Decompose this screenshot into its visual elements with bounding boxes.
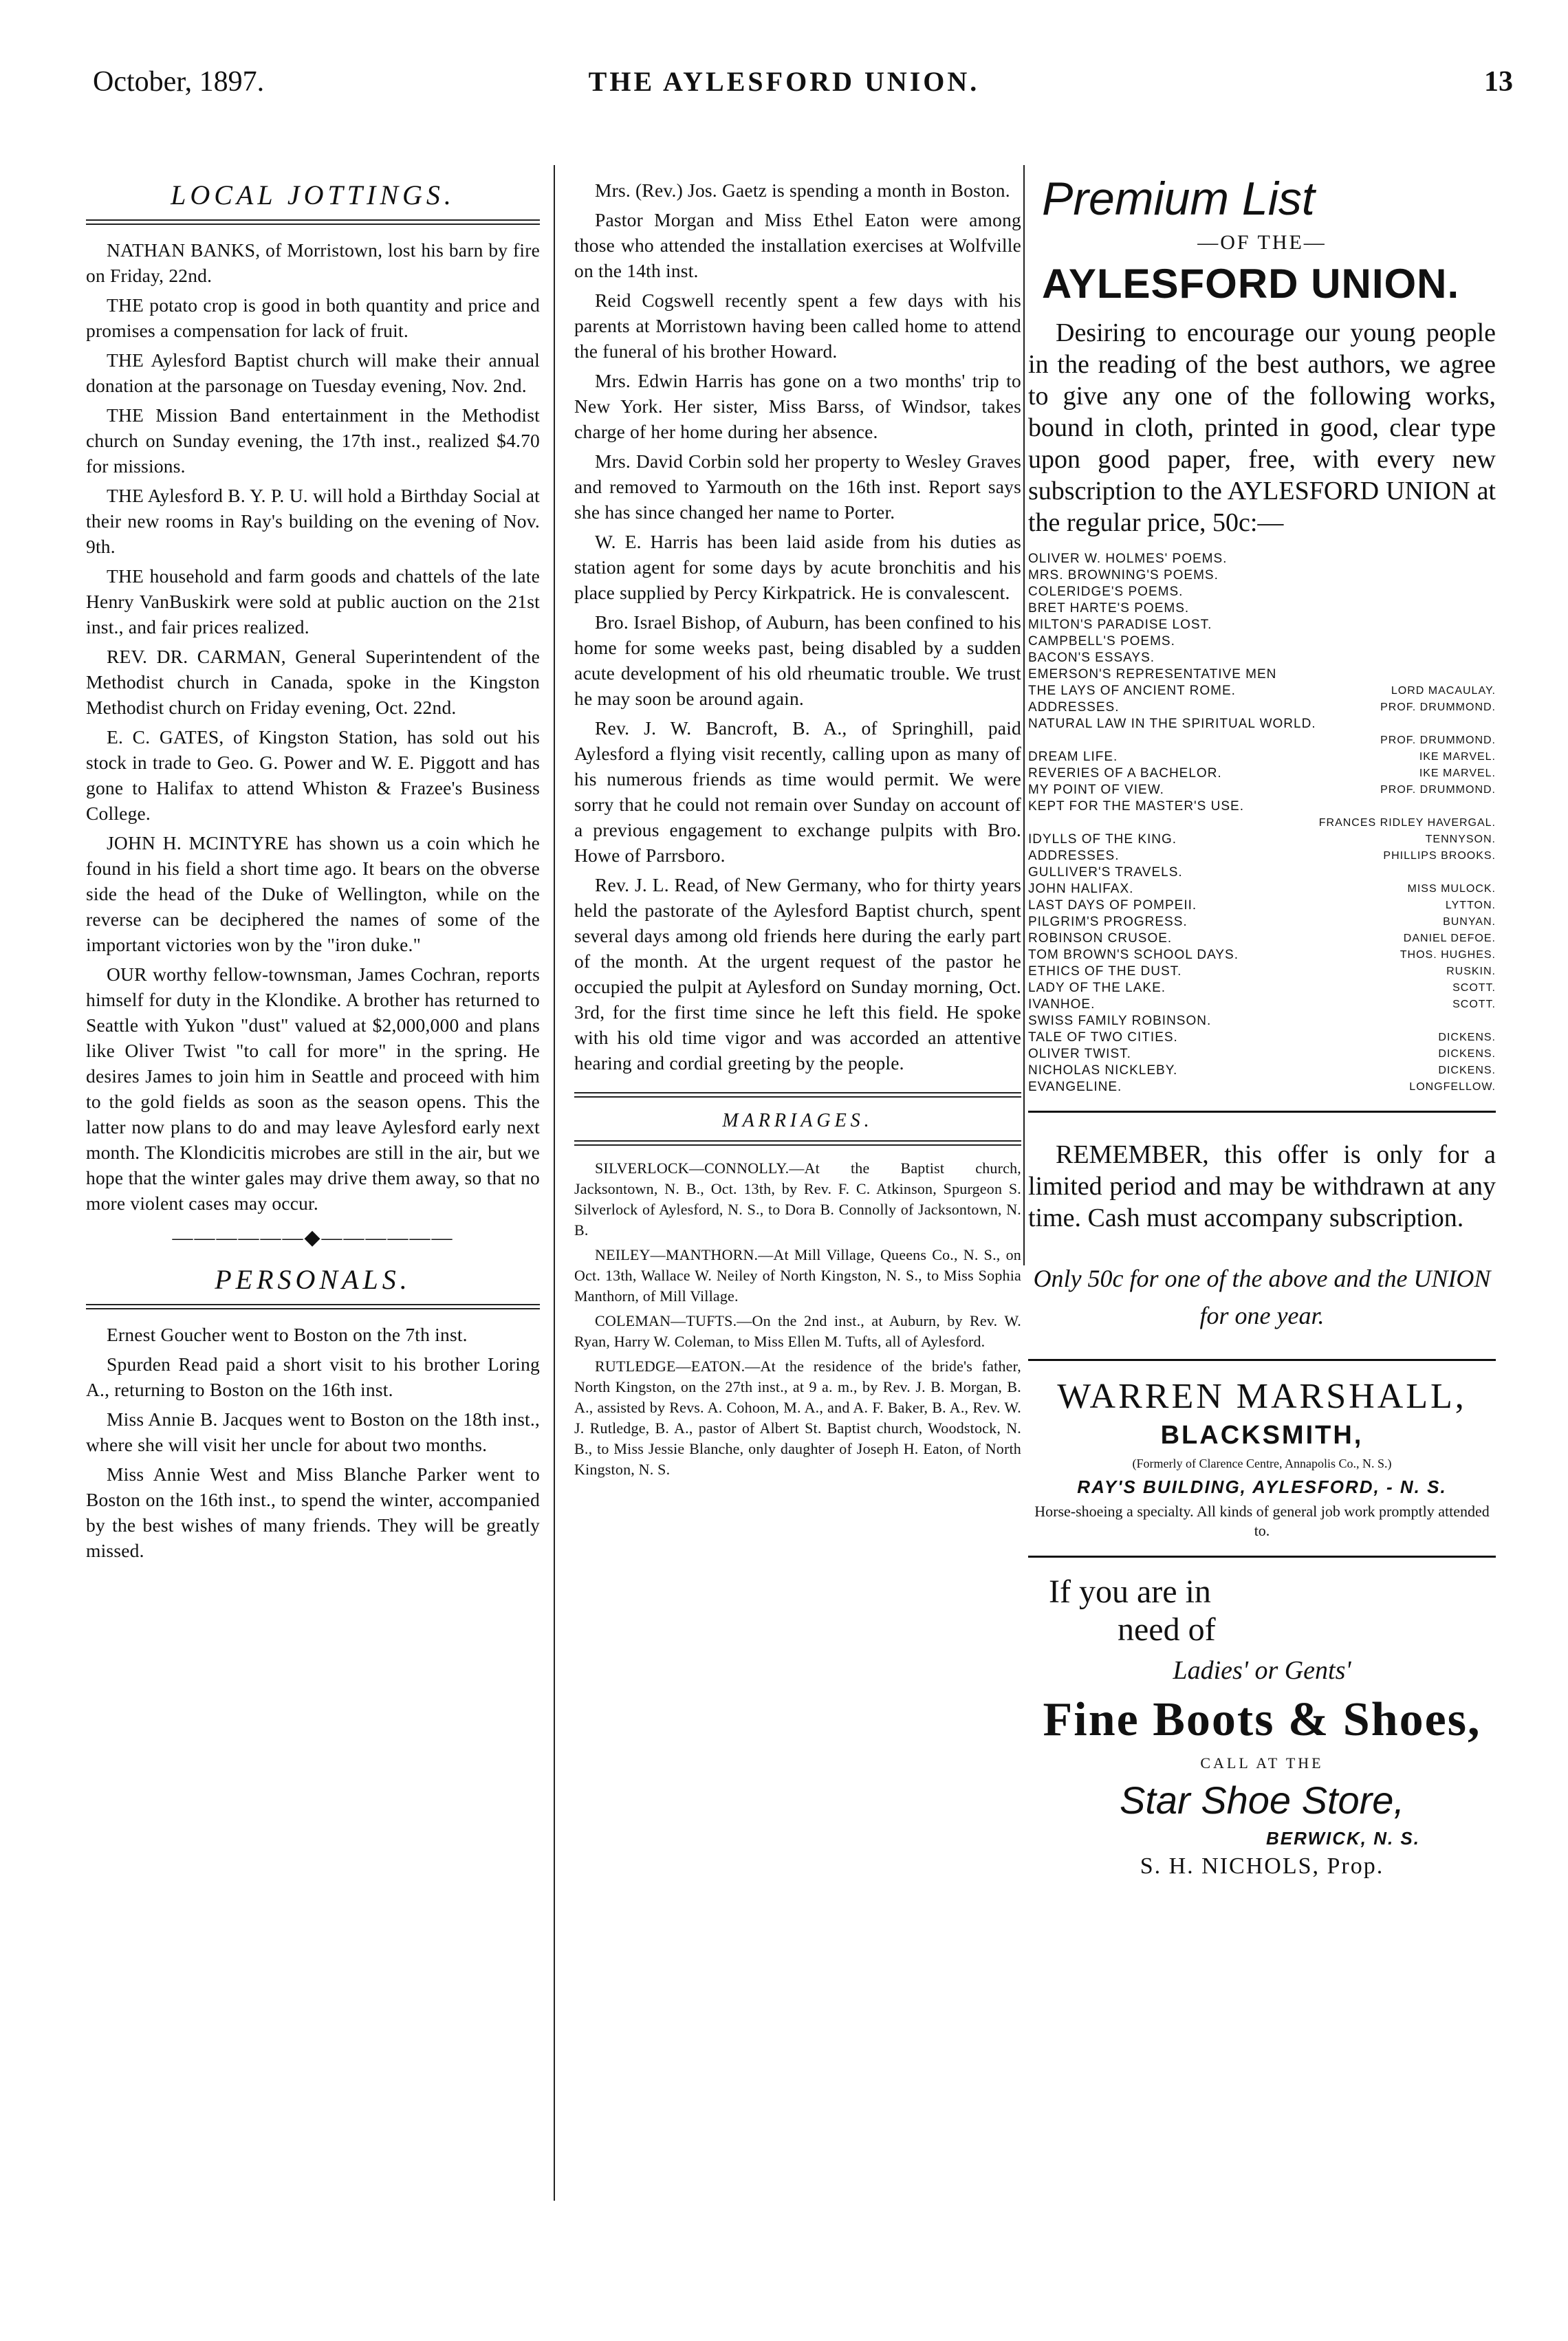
book-author: TENNYSON.	[1425, 834, 1496, 845]
page-number: 13	[1484, 66, 1513, 98]
book-list-item	[1028, 650, 1496, 666]
book-author: LONGFELLOW.	[1409, 1081, 1496, 1093]
divider	[1028, 1556, 1496, 1558]
news-item: Mrs. (Rev.) Jos. Gaetz is spending a month in Boston.	[595, 179, 1010, 201]
heading-rule	[86, 219, 540, 225]
book-list-item	[1028, 584, 1496, 600]
book-list-item	[1028, 1013, 1496, 1030]
book-author: LORD MACAULAY.	[1391, 685, 1496, 697]
news-item: Rev. J. W. Bancroft, B. A., of Springhill, paid Aylesford a flying visit recently, calling upon as many of his numerous friends as time would permit. We were sorry that he could not remain over Sunday on account of a previous engagement to exchange pulpits with Bro. Howe of Parrsboro.	[574, 717, 1021, 866]
book-author: MISS MULOCK.	[1407, 883, 1496, 895]
news-item: W. E. Harris has been laid aside from his duties as station agent for some days by acute bronchitis and his place supplied by Percy Kirkpatrick. He is convalescent.	[574, 531, 1021, 603]
divider	[1028, 1359, 1496, 1361]
book-list-item	[1028, 1079, 1496, 1096]
remember-notice: REMEMBER, this offer is only for a limited period and may be withdrawn at any time. Cash must accompany subscription.	[1028, 1140, 1496, 1232]
book-title: BRET HARTE'S POEMS.	[1028, 601, 1190, 616]
divider	[1028, 1111, 1496, 1113]
column-rule-right	[1023, 165, 1025, 1265]
of-the-subtitle: —OF THE—	[1197, 231, 1327, 254]
book-title: KEPT FOR THE MASTER'S USE.	[1028, 799, 1244, 814]
shoe-ad-store-name: Star Shoe Store,	[1119, 1778, 1404, 1822]
book-author: DANIEL DEFOE.	[1403, 933, 1496, 944]
ad-building: RAY'S BUILDING, AYLESFORD, - N. S.	[1077, 1477, 1447, 1497]
book-list-item	[1028, 864, 1496, 881]
book-author: SCOTT.	[1452, 982, 1496, 994]
book-title: BACON'S ESSAYS.	[1028, 651, 1155, 665]
ad-services: Horse-shoeing a specialty. All kinds of general job work promptly attended to.	[1034, 1503, 1490, 1539]
book-list-item	[1028, 732, 1496, 749]
book-title: REVERIES OF A BACHELOR.	[1028, 766, 1222, 781]
book-title: DREAM LIFE.	[1028, 750, 1118, 764]
book-title: SWISS FAMILY ROBINSON.	[1028, 1014, 1212, 1028]
shoe-ad-line3: Fine Boots & Shoes,	[1043, 1693, 1481, 1746]
book-list-item	[1028, 798, 1496, 815]
section-rule	[574, 1092, 1021, 1098]
book-list-item	[1028, 699, 1496, 716]
book-title: THE LAYS OF ANCIENT ROME.	[1028, 684, 1236, 698]
jotting-item: THE Aylesford Baptist church will make their annual donation at the parsonage on Tuesday evening, Nov. 2nd.	[86, 349, 540, 396]
shoe-ad-location: BERWICK, N. S.	[1266, 1828, 1420, 1849]
book-list-item	[1028, 683, 1496, 699]
ad-proprietor-name: WARREN MARSHALL,	[1057, 1377, 1467, 1416]
book-author: FRANCES RIDLEY HAVERGAL.	[1318, 817, 1496, 829]
book-list-item	[1028, 716, 1496, 732]
shoe-ad-line1b: need of	[1118, 1611, 1216, 1648]
book-list-item	[1028, 600, 1496, 617]
book-list-item	[1028, 815, 1496, 831]
book-title: GULLIVER'S TRAVELS.	[1028, 865, 1183, 880]
ad-formerly: (Formerly of Clarence Centre, Annapolis Co., N. S.)	[1132, 1457, 1392, 1470]
jotting-item: THE household and farm goods and chattels of the late Henry VanBuskirk were sold at public auction on the 21st inst., and fair prices realized.	[86, 565, 540, 638]
premium-intro: Desiring to encourage our young people in the reading of the best authors, we agree to give any one of the following works, bound in cloth, printed in good, clear type upon good paper, free, with every new subscription to the AYLESFORD UNION at the regular price, 50c:—	[1028, 318, 1496, 537]
book-list-item	[1028, 1063, 1496, 1079]
shoe-store-ad	[1028, 1573, 1496, 1880]
book-list-item	[1028, 666, 1496, 683]
book-author: RUSKIN.	[1446, 966, 1496, 977]
book-list-item	[1028, 617, 1496, 633]
personal-item: Spurden Read paid a short visit to his brother Loring A., returning to Boston on the 16th inst.	[86, 1353, 540, 1400]
marriage-notice: SILVERLOCK—CONNOLLY.—At the Baptist church, Jacksontown, N. B., Oct. 13th, by Rev. F. C. Atkinson, Spurgeon S. Silverlock of Aylesford, N. S., to Dora B. Connolly of Jacksontown, N. B.	[574, 1159, 1021, 1239]
book-author: DICKENS.	[1438, 1065, 1496, 1076]
book-title: EVANGELINE.	[1028, 1080, 1122, 1094]
subscription-offer: Only 50c for one of the above and the UNION for one year.	[1033, 1265, 1491, 1329]
heading-rule	[574, 1140, 1021, 1146]
book-title: ETHICS OF THE DUST.	[1028, 964, 1182, 979]
shoe-ad-line2: Ladies' or Gents'	[1173, 1656, 1351, 1685]
book-title: MY POINT OF VIEW.	[1028, 783, 1164, 797]
book-list-item	[1028, 831, 1496, 848]
newspaper-title: THE AYLESFORD UNION.	[588, 66, 980, 97]
issue-date: October, 1897.	[93, 66, 265, 98]
book-title: ADDRESSES.	[1028, 849, 1120, 863]
book-title: NICHOLAS NICKLEBY.	[1028, 1063, 1178, 1078]
book-title: CAMPBELL'S POEMS.	[1028, 634, 1175, 649]
book-title: NATURAL LAW IN THE SPIRITUAL WORLD.	[1028, 717, 1316, 731]
book-author: IKE MARVEL.	[1419, 767, 1496, 779]
book-list-item	[1028, 914, 1496, 930]
book-title: ADDRESSES.	[1028, 700, 1120, 715]
personals-heading: PERSONALS.	[215, 1264, 411, 1295]
book-list-item	[1028, 1030, 1496, 1046]
book-list-item	[1028, 633, 1496, 650]
ad-trade: BLACKSMITH,	[1160, 1421, 1364, 1450]
book-list-item	[1028, 749, 1496, 765]
jotting-item: THE Mission Band entertainment in the Methodist church on Sunday evening, the 17th inst., realized $4.70 for missions.	[86, 404, 540, 477]
book-author: PHILLIPS BROOKS.	[1383, 850, 1496, 862]
book-author: LYTTON.	[1445, 900, 1496, 911]
book-title: OLIVER W. HOLMES' POEMS.	[1028, 552, 1228, 566]
personal-item: Miss Annie B. Jacques went to Boston on the 18th inst., where she will visit her uncle for about two months.	[86, 1408, 540, 1455]
news-item: Rev. J. L. Read, of New Germany, who for thirty years held the pastorate of the Aylesford Baptist church, spent several days among old friends here during the early part of the month. At the urgent request of the pastor he occupied the pulpit at Aylesford on Sunday morning, Oct. 3rd, for the first time since he left this field. He spoke with his old time vigor and was accorded an attentive hearing and cordial greeting by the people.	[574, 874, 1021, 1074]
personal-item: Ernest Goucher went to Boston on the 7th inst.	[107, 1324, 468, 1345]
news-item: Mrs. Edwin Harris has gone on a two months' trip to New York. Her sister, Miss Barss, of Windsor, takes charge of her home during her absence.	[574, 370, 1021, 442]
book-title: MRS. BROWNING'S POEMS.	[1028, 568, 1219, 582]
personal-item: Miss Annie West and Miss Blanche Parker went to Boston on the 16th inst., to spend the winter, accompanied by the best wishes of many friends. They will be greatly missed.	[86, 1463, 540, 1561]
book-title: ROBINSON CRUSOE.	[1028, 931, 1173, 946]
book-author: DICKENS.	[1438, 1032, 1496, 1043]
book-list-item	[1028, 551, 1496, 567]
book-list-item	[1028, 1046, 1496, 1063]
column-news	[574, 165, 1021, 1484]
book-list	[1028, 551, 1496, 1096]
book-list-item	[1028, 897, 1496, 914]
jotting-item: REV. DR. CARMAN, General Superintendent of the Methodist church in Canada, spoke in the Kingston Methodist church on Friday evening, Oct. 22nd.	[86, 646, 540, 718]
book-list-item	[1028, 997, 1496, 1013]
book-list-item	[1028, 980, 1496, 997]
marriages-heading: MARRIAGES.	[722, 1110, 873, 1131]
book-list-item	[1028, 963, 1496, 980]
local-jottings-heading: LOCAL JOTTINGS.	[171, 179, 455, 210]
news-item: Bro. Israel Bishop, of Auburn, has been confined to his home for some weeks past, being disabled by a sudden acute development of his old rheumatic trouble. We trust he may soon be around again.	[574, 611, 1021, 709]
shoe-ad-line1: If you are in	[1049, 1574, 1211, 1610]
book-list-item	[1028, 567, 1496, 584]
book-list-item	[1028, 881, 1496, 897]
news-item: Mrs. David Corbin sold her property to Wesley Graves and removed to Yarmouth on the 16th inst. Report says she has since changed her name to Porter.	[574, 450, 1021, 523]
book-title: OLIVER TWIST.	[1028, 1047, 1131, 1061]
book-title: TALE OF TWO CITIES.	[1028, 1030, 1178, 1045]
book-author: DICKENS.	[1438, 1048, 1496, 1060]
book-author: IKE MARVEL.	[1419, 751, 1496, 763]
book-list-item	[1028, 782, 1496, 798]
book-title: IVANHOE.	[1028, 997, 1096, 1012]
book-list-item	[1028, 765, 1496, 782]
book-title: PILGRIM'S PROGRESS.	[1028, 915, 1188, 929]
column-local-jottings	[86, 165, 540, 1567]
shoe-ad-proprietor: S. H. NICHOLS, Prop.	[1140, 1853, 1384, 1879]
book-list-item	[1028, 930, 1496, 947]
jotting-item: NATHAN BANKS, of Morristown, lost his barn by fire on Friday, 22nd.	[86, 239, 540, 286]
news-item: Reid Cogswell recently spent a few days with his parents at Morristown having been called home to attend the funeral of his brother Howard.	[574, 290, 1021, 362]
marriage-notice: NEILEY—MANTHORN.—At Mill Village, Queens Co., N. S., on Oct. 13th, Wallace W. Neiley of North Kingston, N. S., to Miss Sophia Manthorn, of Mill Village.	[574, 1246, 1021, 1305]
book-title: IDYLLS OF THE KING.	[1028, 832, 1177, 847]
book-author: PROF. DRUMMOND.	[1380, 784, 1496, 796]
book-author: BUNYAN.	[1443, 916, 1496, 928]
book-title: JOHN HALIFAX.	[1028, 882, 1134, 896]
book-author: PROF. DRUMMOND.	[1380, 701, 1496, 713]
union-title: AYLESFORD UNION.	[1042, 261, 1460, 307]
book-title: EMERSON'S REPRESENTATIVE MEN	[1028, 667, 1277, 682]
column-premium-and-ads	[1028, 165, 1496, 1880]
book-author: SCOTT.	[1452, 999, 1496, 1010]
book-title: LADY OF THE LAKE.	[1028, 981, 1166, 995]
heading-rule	[86, 1304, 540, 1309]
jotting-item: OUR worthy fellow-townsman, James Cochran, reports himself for duty in the Klondike. A brother has returned to Seattle with Yukon "dust" valued at $2,000,000 and plans like Oliver Twist "to call for more" in the spring. He desires James to join him in Seattle and proceed with him to the gold fields as soon as the season opens. This the latter now plans to do and may leave Aylesford early next month. The Klondicitis microbes are still in the air, but we hope that the winter gales may drive them away, so that no more violent cases may occur.	[86, 963, 540, 1214]
blacksmith-ad	[1028, 1376, 1496, 1540]
book-list-item	[1028, 947, 1496, 963]
news-item: Pastor Morgan and Miss Ethel Eaton were among those who attended the installation exercises at Wolfville on the 14th inst.	[574, 209, 1021, 281]
book-title: TOM BROWN'S SCHOOL DAYS.	[1028, 948, 1239, 962]
book-title: COLERIDGE'S POEMS.	[1028, 585, 1184, 599]
book-title: LAST DAYS OF POMPEII.	[1028, 898, 1197, 913]
marriage-notice: COLEMAN—TUFTS.—On the 2nd inst., at Auburn, by Rev. W. Ryan, Harry W. Coleman, to Miss Ellen M. Tufts, all of Aylesford.	[574, 1312, 1021, 1350]
column-rule-left	[554, 165, 555, 2201]
book-title: MILTON'S PARADISE LOST.	[1028, 618, 1212, 632]
premium-list-title: Premium List	[1042, 173, 1315, 225]
shoe-ad-line4: CALL AT THE	[1200, 1754, 1324, 1772]
jotting-item: THE Aylesford B. Y. P. U. will hold a Birthday Social at their new rooms in Ray's building on the evening of Nov. 9th.	[86, 485, 540, 557]
book-list-item	[1028, 848, 1496, 864]
jotting-item: E. C. GATES, of Kingston Station, has sold out his stock in trade to Geo. G. Power and W. E. Piggott and has gone to Halifax to attend Whiston & Frazee's Business College.	[86, 726, 540, 824]
marriage-notice: RUTLEDGE—EATON.—At the residence of the bride's father, North Kingston, on the 27th inst., at 9 a. m., by Rev. J. B. Morgan, B. A., assisted by Revs. A. Cohoon, M. A., and A. F. Baker, B. A., Rev. W. J. Rutledge, B. A., pastor of Albert St. Baptist church, Woodstock, N. B., to Miss Jessie Blanche, only daughter of Joseph H. Eaton, of North Kingston, N. S.	[574, 1358, 1021, 1478]
section-ornament: ——————◆——————	[172, 1226, 454, 1249]
book-author: PROF. DRUMMOND.	[1380, 734, 1496, 746]
book-author: THOS. HUGHES.	[1400, 949, 1496, 961]
jotting-item: THE potato crop is good in both quantity and price and promises a compensation for lack of fruit.	[86, 294, 540, 341]
jotting-item: JOHN H. MCINTYRE has shown us a coin which he found in his field a short time ago. It bears on the obverse side the head of the Duke of Wellington, while on the reverse can be deciphered the names of some of the important victories won by the "iron duke."	[86, 832, 540, 955]
